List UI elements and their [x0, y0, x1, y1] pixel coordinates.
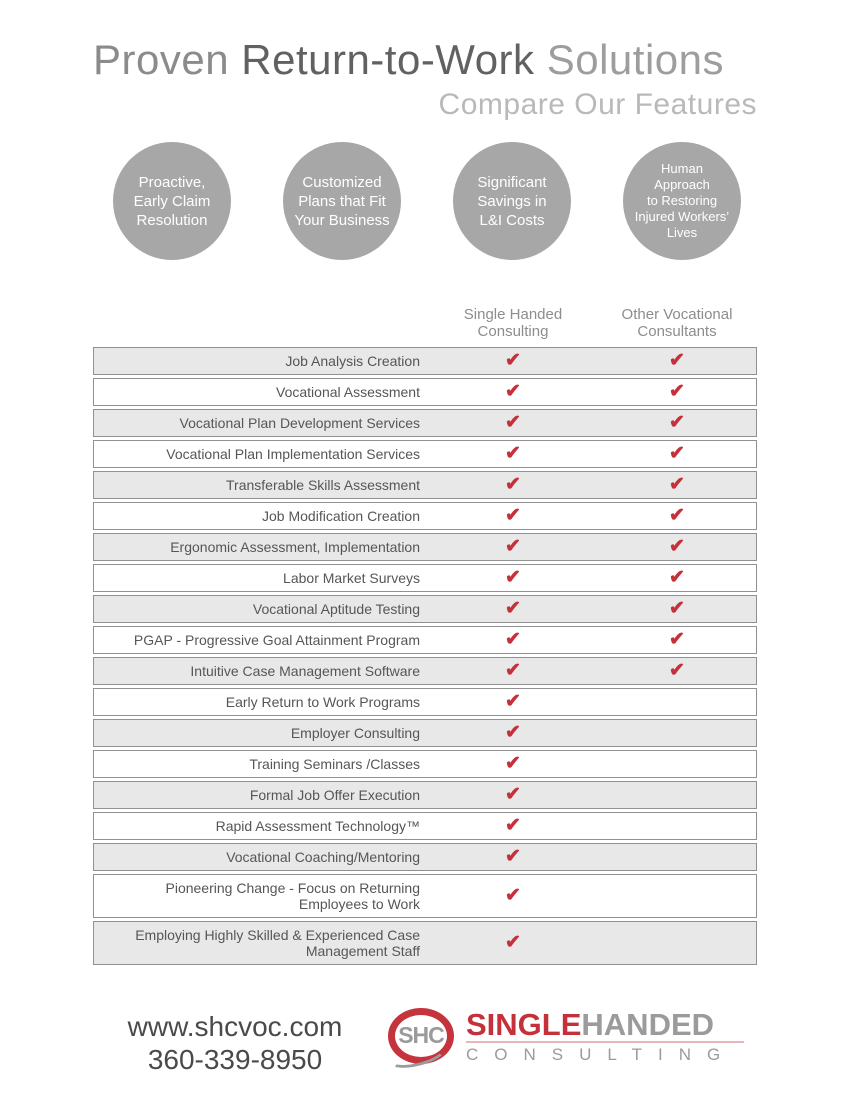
header [93, 38, 757, 122]
shc-check-icon: ✔ [505, 753, 521, 774]
benefit-line: Injured Workers’ [634, 209, 730, 224]
shc-check-icon: ✔ [505, 885, 521, 906]
table-row [93, 750, 757, 778]
other-check-icon: ✔ [669, 598, 685, 619]
feature-label: Vocational Aptitude Testing [252, 601, 420, 617]
benefit-line: Resolution [136, 211, 208, 229]
other-check-icon: ✔ [669, 536, 685, 557]
page-subtitle: Compare Our Features [438, 88, 757, 122]
table-row [93, 440, 757, 468]
shc-check-icon: ✔ [505, 381, 521, 402]
other-check-icon: ✔ [669, 660, 685, 681]
benefit-circles [113, 142, 741, 260]
other-check-icon: ✔ [669, 350, 685, 371]
table-row [93, 812, 757, 840]
feature-label: Transferable Skills Assessment [226, 477, 420, 493]
feature-label: Vocational Plan Implementation Services [166, 446, 420, 462]
table-row [93, 719, 757, 747]
feature-label: Ergonomic Assessment, Implementation [170, 539, 420, 555]
feature-label: Employing Highly Skilled & Experienced Case Management Staff [135, 927, 420, 959]
table-row [93, 409, 757, 437]
website-text: www.shcvoc.com [127, 1011, 343, 1042]
feature-label: Intuitive Case Management Software [190, 663, 420, 679]
title-part-proven: Proven [93, 36, 230, 83]
shc-check-icon: ✔ [505, 722, 521, 743]
table-row [93, 921, 757, 965]
table-row [93, 378, 757, 406]
shc-check-icon: ✔ [505, 567, 521, 588]
feature-label: Vocational Coaching/Mentoring [226, 849, 420, 865]
logo-emblem-text: SHC [398, 1022, 444, 1048]
shc-check-icon: ✔ [505, 691, 521, 712]
other-check-icon: ✔ [669, 381, 685, 402]
table-row [93, 471, 757, 499]
benefit-line: to Restoring [646, 193, 718, 208]
feature-label: Formal Job Offer Execution [249, 787, 420, 803]
logo-wordmark [466, 1006, 744, 1065]
shc-check-icon: ✔ [505, 784, 521, 805]
feature-label: Early Return to Work Programs [225, 694, 420, 710]
feature-label: Training Seminars /Classes [249, 756, 420, 772]
column-header-line: Single Handed [463, 306, 563, 323]
table-row [93, 502, 757, 530]
benefit-line: Your Business [294, 211, 390, 229]
feature-label: Vocational Plan Development Services [179, 415, 420, 431]
comparison-table [93, 347, 757, 968]
benefit-line: Plans that Fit [298, 192, 386, 210]
feature-label: Labor Market Surveys [283, 570, 420, 586]
other-check-icon: ✔ [669, 412, 685, 433]
benefit-circle-savings [453, 142, 571, 260]
benefit-line: Approach [654, 177, 710, 192]
table-row [93, 843, 757, 871]
shc-check-icon: ✔ [505, 846, 521, 867]
shc-check-icon: ✔ [505, 629, 521, 650]
shc-check-icon: ✔ [505, 660, 521, 681]
feature-label: Rapid Assessment Technology™ [215, 818, 420, 834]
table-row [93, 657, 757, 685]
other-check-icon: ✔ [669, 505, 685, 526]
other-check-icon: ✔ [669, 474, 685, 495]
brand-part-handed: HANDED [581, 1006, 715, 1042]
shc-check-icon: ✔ [505, 443, 521, 464]
feature-label: Pioneering Change - Focus on Returning Employees to Work [165, 880, 420, 912]
benefit-circle-customized [283, 142, 401, 260]
table-row [93, 626, 757, 654]
brand-name [466, 1006, 744, 1042]
title-part-solutions: Solutions [546, 36, 724, 83]
other-check-icon: ✔ [669, 567, 685, 588]
table-row [93, 781, 757, 809]
other-check-icon: ✔ [669, 443, 685, 464]
shc-check-icon: ✔ [505, 815, 521, 836]
shc-check-icon: ✔ [505, 932, 521, 953]
benefit-line: L&I Costs [479, 211, 545, 229]
benefit-circle-human-approach [623, 142, 741, 260]
column-header-line: Consultants [637, 323, 717, 340]
benefit-circle-proactive [113, 142, 231, 260]
column-header-other [567, 306, 787, 340]
table-row [93, 347, 757, 375]
benefit-line: Proactive, [138, 173, 206, 191]
other-check-icon: ✔ [669, 629, 685, 650]
shc-check-icon: ✔ [505, 598, 521, 619]
feature-label: PGAP - Progressive Goal Attainment Program [133, 632, 420, 648]
brand-part-single: SINGLE [466, 1006, 582, 1042]
feature-label: Job Modification Creation [262, 508, 420, 524]
table-row [93, 533, 757, 561]
title-part-return-to-work: Return-to-Work [241, 36, 535, 83]
benefit-line: Human [661, 161, 703, 176]
shc-logo-emblem [388, 1008, 454, 1066]
shc-check-icon: ✔ [505, 536, 521, 557]
shc-logo [388, 1008, 744, 1066]
table-row [93, 595, 757, 623]
column-header-line: Other Vocational [621, 306, 733, 323]
contact-block [100, 1010, 370, 1076]
feature-label: Employer Consulting [290, 725, 420, 741]
feature-label: Vocational Assessment [276, 384, 420, 400]
phone-number: 360-339-8950 [147, 1044, 323, 1075]
shc-check-icon: ✔ [505, 474, 521, 495]
column-header-line: Consulting [477, 323, 549, 340]
table-row [93, 688, 757, 716]
benefit-line: Lives [666, 225, 698, 240]
table-row [93, 564, 757, 592]
brand-consulting-text: CONSULTING [466, 1044, 737, 1064]
shc-check-icon: ✔ [505, 350, 521, 371]
shc-check-icon: ✔ [505, 412, 521, 433]
table-row [93, 874, 757, 918]
benefit-line: Early Claim [133, 192, 211, 210]
shc-check-icon: ✔ [505, 505, 521, 526]
benefit-line: Savings in [477, 192, 547, 210]
benefit-line: Significant [477, 173, 547, 191]
page-title [93, 38, 757, 82]
benefit-line: Customized [302, 173, 382, 191]
feature-label: Job Analysis Creation [285, 353, 420, 369]
